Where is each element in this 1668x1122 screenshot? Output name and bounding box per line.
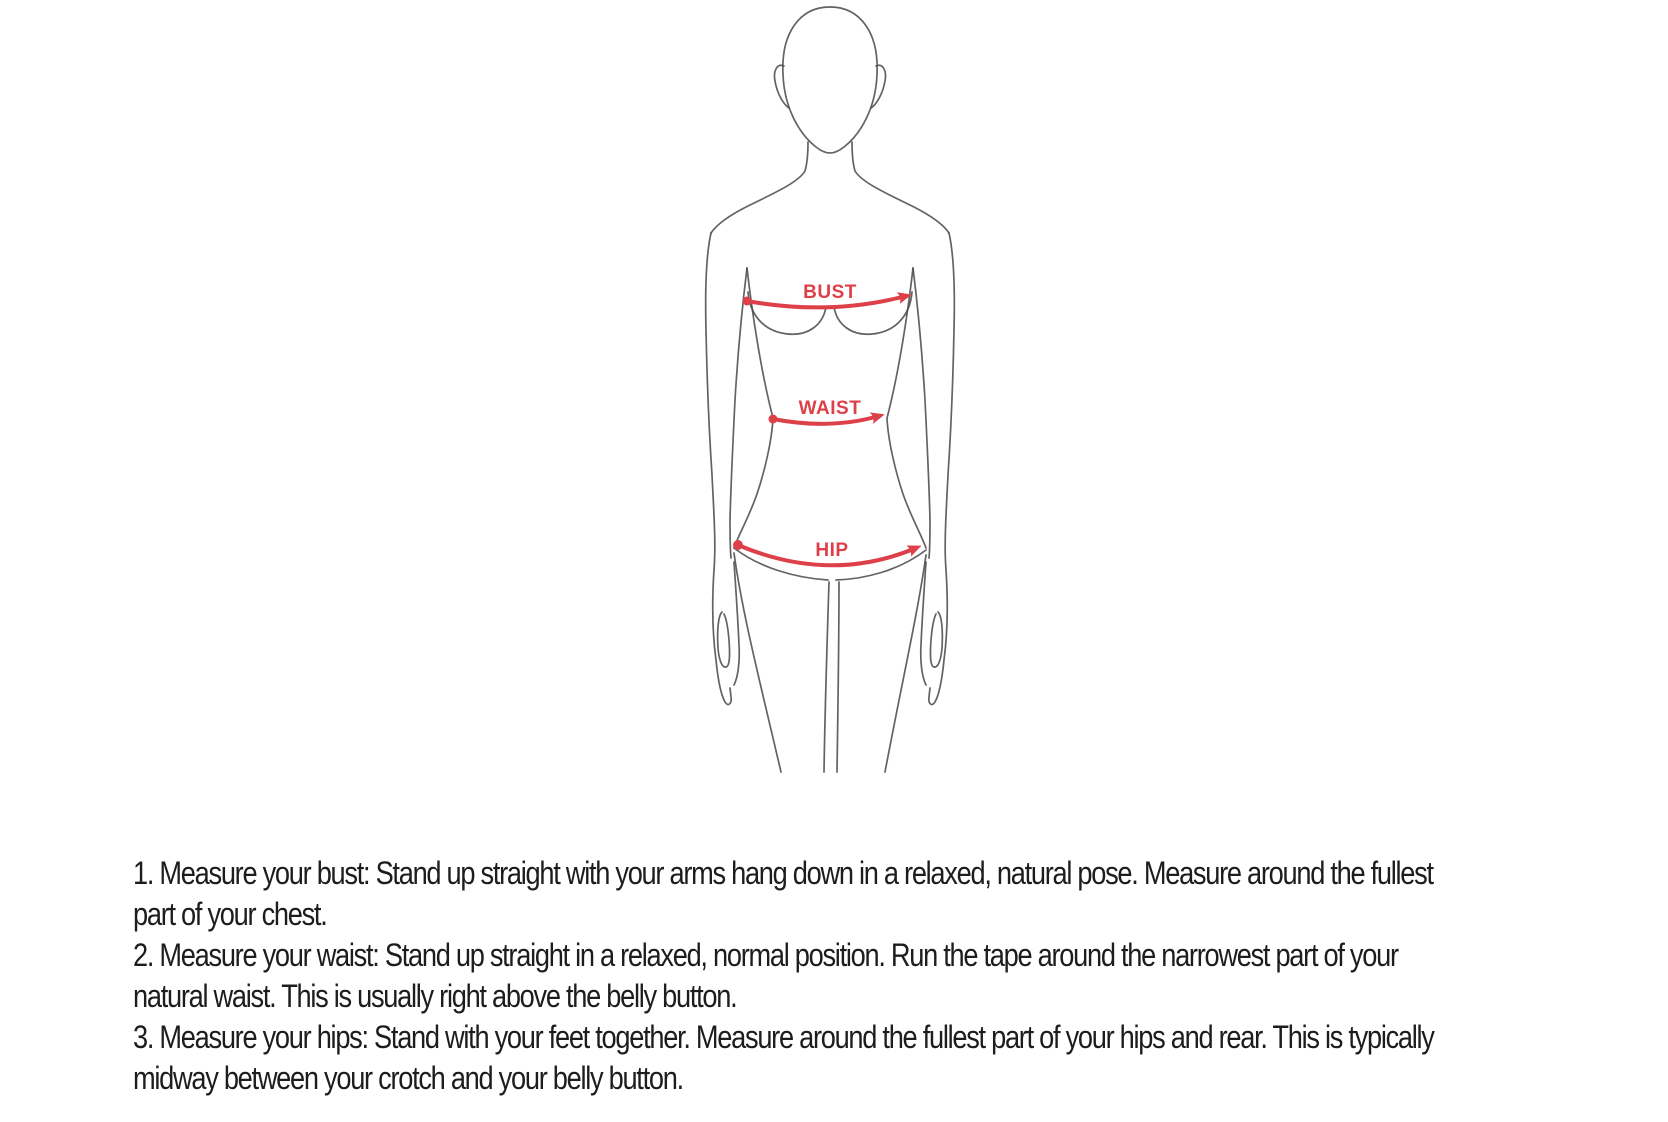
left-arm-inner	[730, 268, 747, 558]
hip-label: HIP	[815, 540, 849, 561]
instruction-line: midway between your crotch and your belly button.	[133, 1060, 683, 1096]
head-outline	[783, 7, 877, 153]
torso-left	[734, 268, 773, 548]
right-leg-inner	[837, 582, 839, 772]
instruction-line: 2. Measure your waist: Stand up straight in a relaxed, normal position. Run the tape around the narrowest part of your	[133, 937, 1398, 973]
left-leg-outer	[734, 553, 781, 772]
hip-measure-dot	[733, 540, 743, 550]
body-measurement-diagram	[660, 0, 1000, 790]
bust-measure-dot	[743, 297, 752, 306]
instruction-line: part of your chest.	[133, 896, 327, 932]
waist-measure-dot	[769, 415, 778, 424]
left-thumb	[718, 612, 730, 667]
right-leg-outer	[885, 555, 926, 772]
neck-shoulder-left	[711, 142, 808, 233]
right-arm-inner	[913, 268, 930, 558]
right-thumb	[930, 612, 942, 667]
torso-right	[887, 268, 926, 548]
instruction-line: natural waist. This is usually right above the belly button.	[133, 978, 737, 1014]
measurement-instructions	[133, 853, 1434, 1099]
neck-shoulder-right	[852, 142, 949, 233]
waist-label: WAIST	[798, 398, 862, 419]
body-figure-illustration	[660, 0, 1000, 790]
bust-label: BUST	[803, 282, 857, 303]
instruction-line: 1. Measure your bust: Stand up straight with your arms hang down in a relaxed, natural pose. Measure around the fullest	[133, 855, 1433, 891]
left-leg-inner	[824, 582, 829, 772]
instruction-line: 3. Measure your hips: Stand with your feet together. Measure around the fullest part of your hips and rear. This is typically	[133, 1019, 1434, 1055]
